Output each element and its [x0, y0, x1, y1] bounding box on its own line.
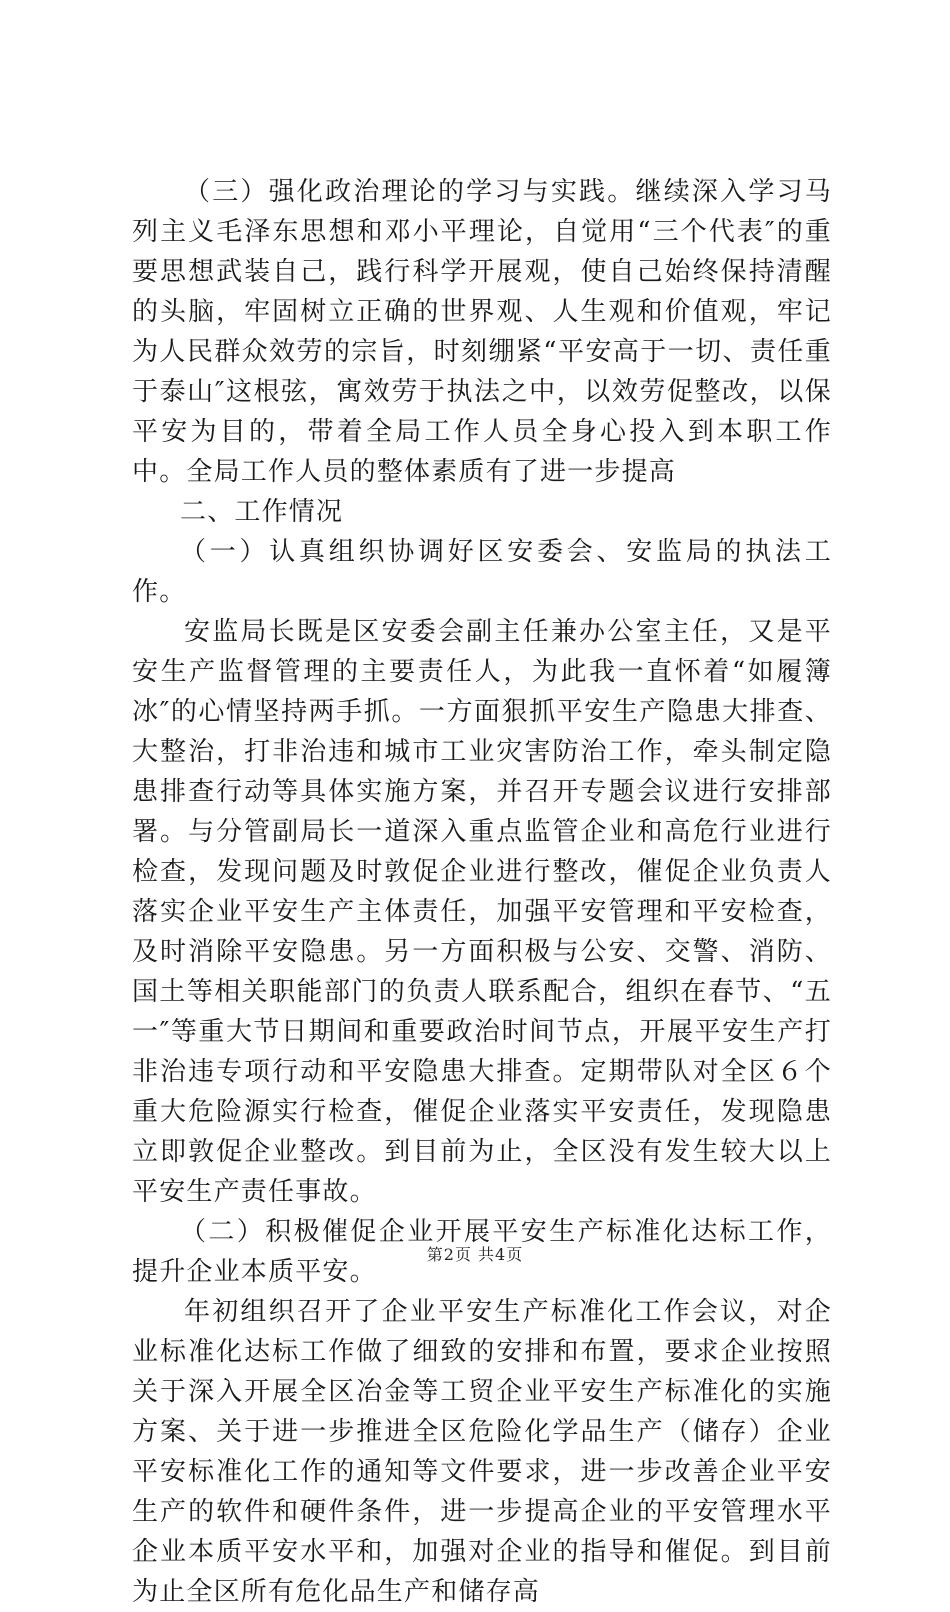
page-footer: 第2页 共4页	[426, 1245, 524, 1264]
section-heading-work-situation: 二、工作情况	[180, 497, 344, 527]
paragraph-coordination-detail: 安监局长既是区安委会副主任兼办公室主任，又是平安生产监督管理的主要责任人，为此我一直怀着“如履簿冰″的心情坚持两手抓。一方面狠抓平安生产隐患大排查、大整治，打非治违和城市工业灾害防治工作，牵头制定隐患排查行动等具体实施方案，并召开专题会议进行安排部署。与分管副局长一道深入重点监管企业和高危行业进行检查，发现问题及时敦促企业进行整改，催促企业负责人落实企业平安生产主体责任，加强平安管理和平安检查，及时消除平安隐患。另一方面积极与公安、交警、消防、国土等相关职能部门的负责人联系配合，组织在春节、“五一″等重大节日期间和重要政治时间节点，开展平安生产打非治违专项行动和平安隐患大排查。定期带队对全区６个重大危险源实行检查，催促企业落实平安责任，发现隐患立即敦促企业整改。到目前为止，全区没有发生较大以上平安生产责任事故。	[132, 617, 832, 1207]
document-body	[132, 172, 832, 1612]
subheading-coordination: （一）认真组织协调好区安委会、安监局的执法工作。	[132, 537, 832, 607]
paragraph-theory-study: （三）强化政治理论的学习与实践。继续深入学习马列主义毛泽东思想和邓小平理论，自觉用“三个代表″的重要思想武装自己，践行科学开展观，使自己始终保持清醒的头脑，牢固树立正确的世界观、人生观和价值观，牢记为人民群众效劳的宗旨，时刻绷紧“平安高于一切、责任重于泰山″这根弦，寓效劳于执法之中，以效劳促整改，以保平安为目的，带着全局工作人员全身心投入到本职工作中。全局工作人员的整体素质有了进一步提高	[132, 177, 832, 487]
paragraph-standardization-detail: 年初组织召开了企业平安生产标准化工作会议，对企业标准化达标工作做了细致的安排和布置，要求企业按照关于深入开展全区冶金等工贸企业平安生产标准化的实施方案、关于进一步推进全区危险化学品生产（储存）企业平安标准化工作的通知等文件要求，进一步改善企业平安生产的软件和硬件条件，进一步提高企业的平安管理水平企业本质平安水平和，加强对企业的指导和催促。到目前为止全区所有危化品生产和储存高	[132, 1297, 832, 1607]
subheading-standardization: （二）积极催促企业开展平安生产标准化达标工作，提升企业本质平安。	[132, 1217, 832, 1287]
